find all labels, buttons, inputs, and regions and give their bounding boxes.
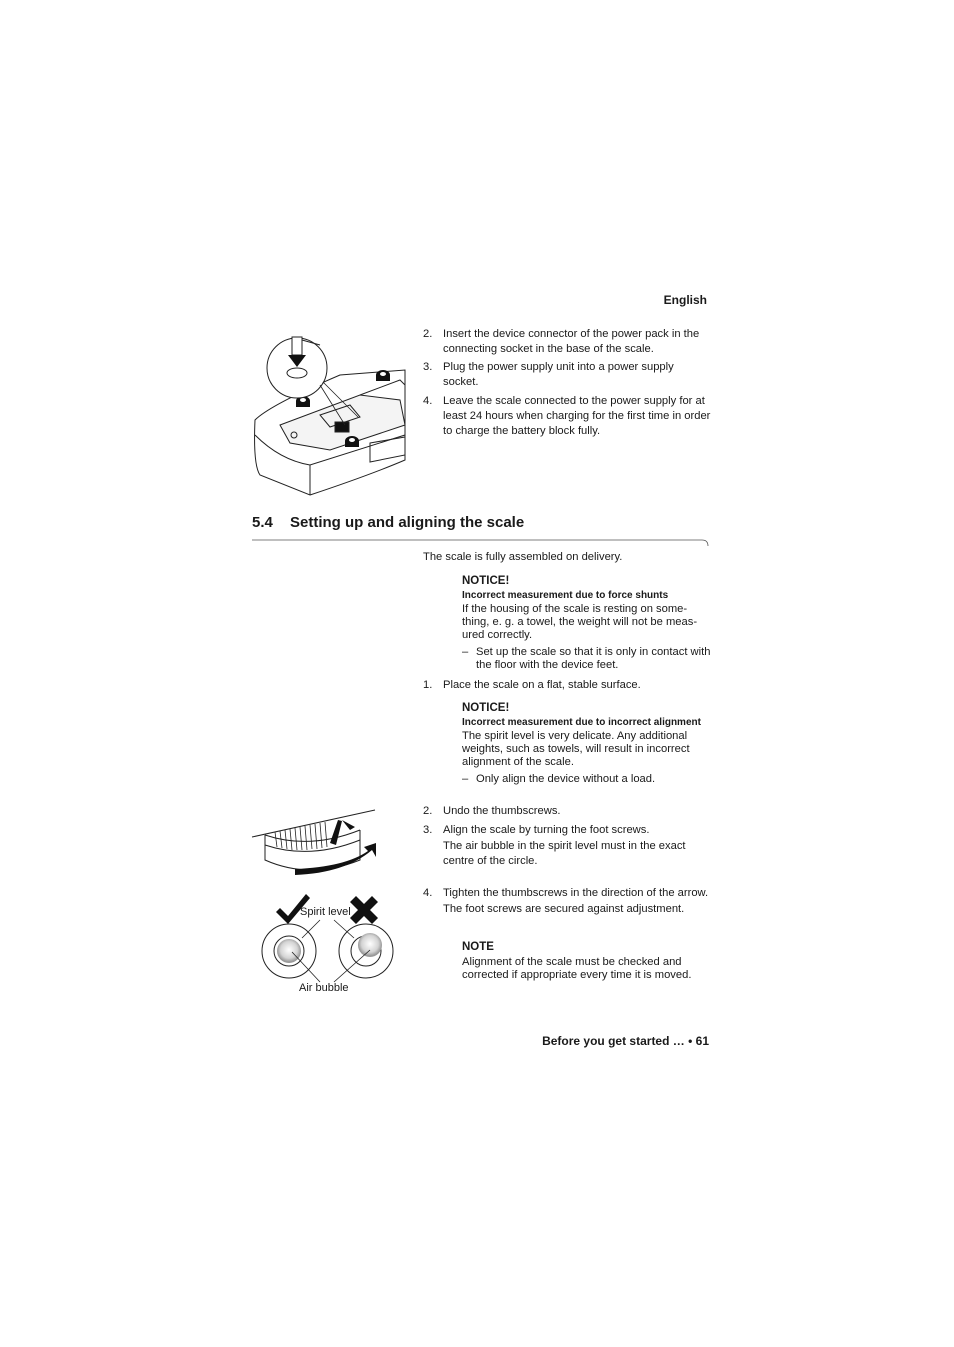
spirit-level-label: Spirit level bbox=[300, 906, 351, 918]
note-heading: NOTE bbox=[462, 941, 494, 953]
page-footer: Before you get started … • 61 bbox=[542, 1034, 709, 1048]
note-body: Alignment of the scale must be checked and corrected if appropriate every time it is moved. bbox=[462, 956, 692, 981]
notice-incorrect-alignment bbox=[462, 701, 714, 786]
notice-subheading: Incorrect measurement due to force shunts bbox=[462, 590, 669, 601]
intro-text: The scale is fully assembled on delivery. bbox=[423, 551, 623, 563]
notice-body: The spirit level is very delicate. Any additional weights, such as towels, will result in incorrect alignment of the scale. bbox=[462, 730, 690, 768]
notice-heading: NOTICE! bbox=[462, 702, 510, 714]
air-bubble-label: Air bubble bbox=[299, 982, 349, 994]
page-language-header: English bbox=[663, 293, 707, 307]
notice-action: – Only align the device without a load. bbox=[462, 773, 656, 785]
note-box bbox=[462, 940, 714, 982]
notice-heading: NOTICE! bbox=[462, 575, 510, 587]
notice-action: – Set up the scale so that it is only in contact with the floor with the device feet. bbox=[462, 646, 711, 671]
section-heading bbox=[252, 514, 524, 531]
notice-force-shunts bbox=[462, 574, 714, 672]
section-title: Setting up and aligning the scale bbox=[290, 514, 525, 531]
foot-screw-illustration bbox=[250, 805, 380, 885]
section-number: 5.4 bbox=[252, 514, 273, 531]
notice-body: If the housing of the scale is resting on some-thing, e. g. a towel, the weight will not be meas-ured correctly. bbox=[462, 603, 698, 641]
notice-subheading: Incorrect measurement due to incorrect alignment bbox=[462, 717, 701, 728]
scale-connector-illustration bbox=[250, 325, 410, 500]
cross-mark-icon bbox=[350, 896, 378, 924]
section-rule bbox=[252, 538, 712, 550]
